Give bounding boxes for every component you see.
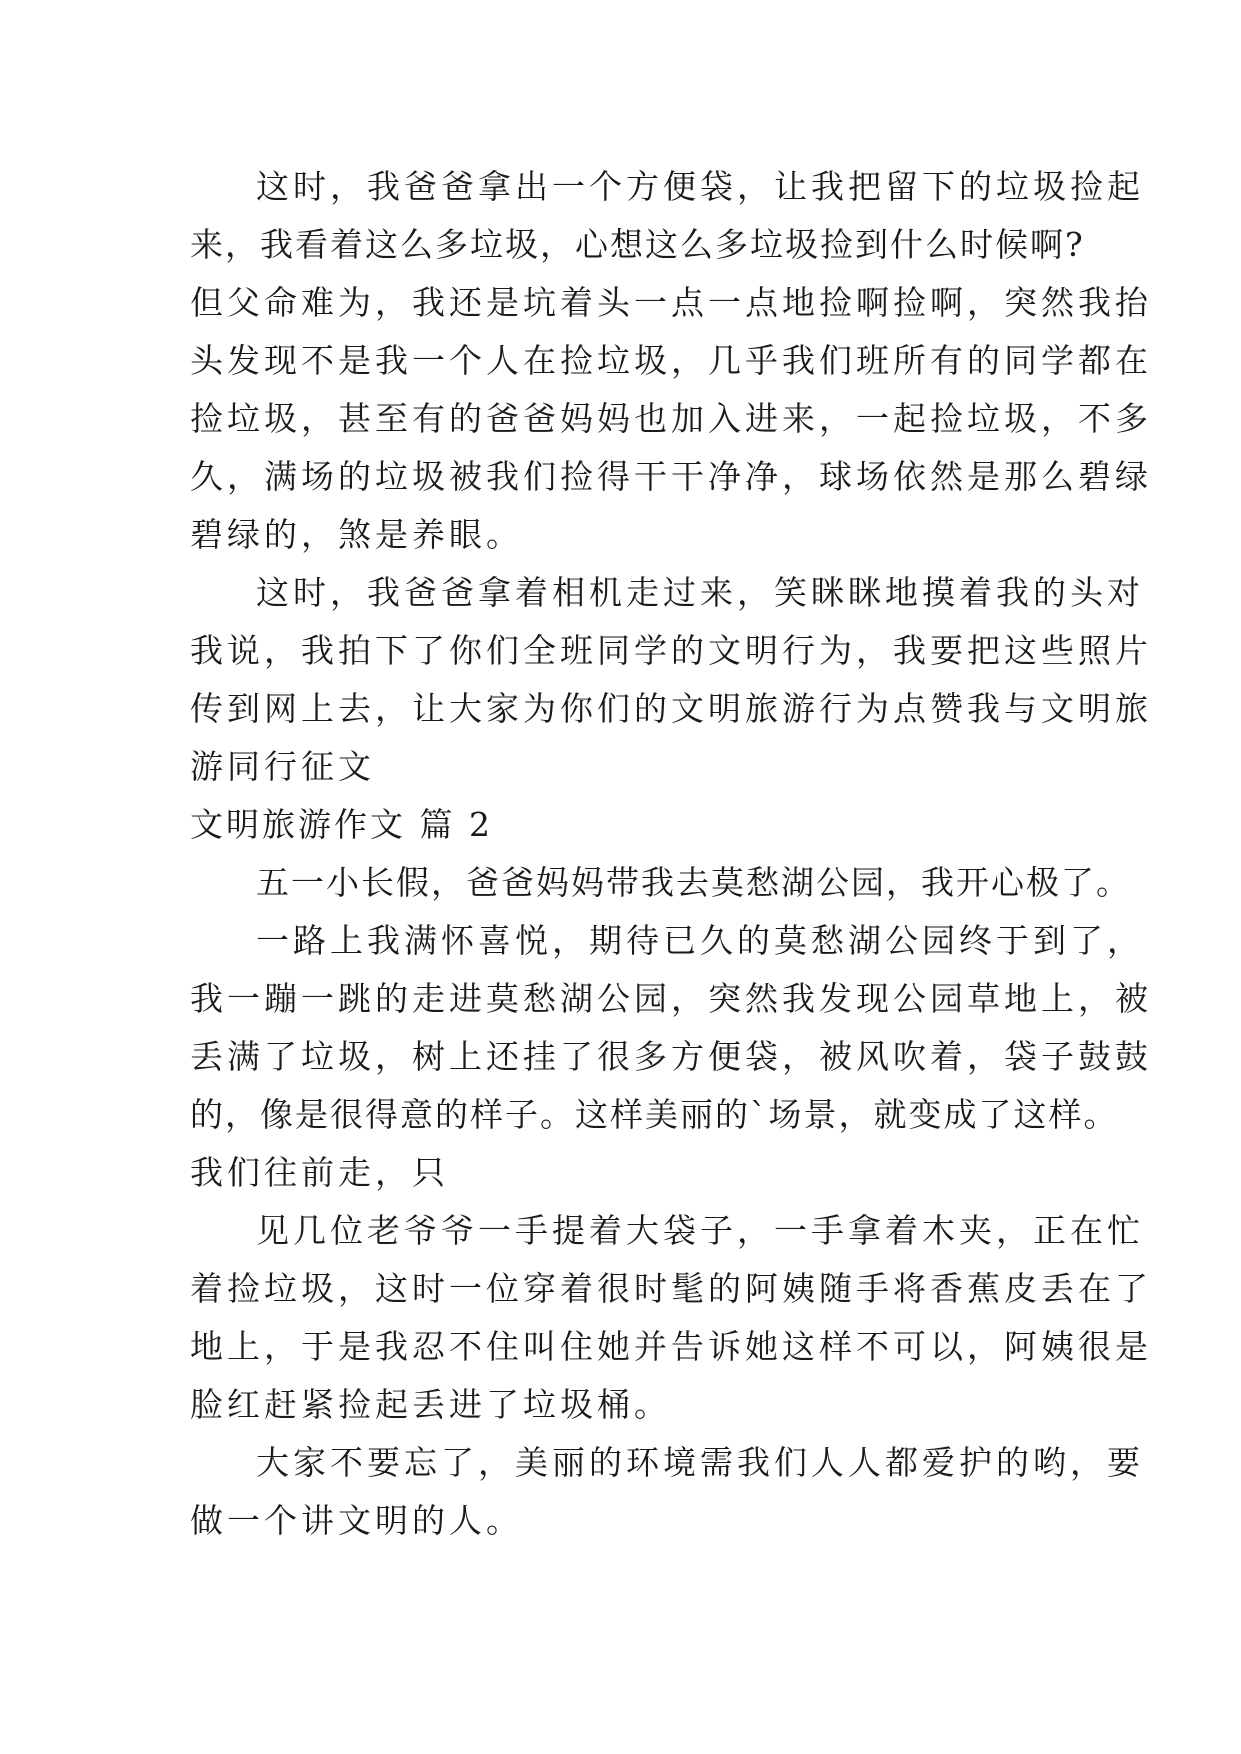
text-line: 见几位老爷爷一手提着大袋子，一手拿着木夹，正在忙 (256, 1211, 1144, 1250)
article-body (190, 158, 1152, 1550)
section-heading: 文明旅游作文 篇 2 (190, 805, 493, 844)
text-line: 这时，我爸爸拿出一个方便袋，让我把留下的垃圾捡起 (256, 167, 1144, 206)
text-line: 大家不要忘了，美丽的环境需我们人人都爱护的哟，要 (256, 1443, 1144, 1482)
text-line: 但父命难为，我还是坑着头一点一点地捡啊捡啊，突然我抬 (190, 283, 1152, 322)
text-line: 地上，于是我忍不住叫住她并告诉她这样不可以，阿姨很是 (190, 1327, 1152, 1366)
text-line: 着捡垃圾，这时一位穿着很时髦的阿姨随手将香蕉皮丢在了 (190, 1269, 1152, 1308)
text-line: 做一个讲文明的人。 (190, 1501, 523, 1540)
paragraph-4 (190, 912, 1152, 1202)
text-line: 来，我看着这么多垃圾，心想这么多垃圾捡到什么时候啊? (190, 225, 1085, 264)
text-line: 五一小长假，爸爸妈妈带我去莫愁湖公园，我开心极了。 (256, 863, 1131, 902)
text-line: 一路上我满怀喜悦，期待已久的莫愁湖公园终于到了， (256, 921, 1144, 960)
paragraph-5 (190, 1202, 1152, 1434)
text-line: 这时，我爸爸拿着相机走过来，笑眯眯地摸着我的头对 (256, 573, 1144, 612)
text-line: 我一蹦一跳的走进莫愁湖公园，突然我发现公园草地上，被 (190, 979, 1152, 1018)
text-line: 游同行征文 (190, 747, 375, 786)
text-line: 的，像是很得意的样子。这样美丽的`场景，就变成了这样。 (190, 1095, 1119, 1134)
text-line: 脸红赶紧捡起丢进了垃圾桶。 (190, 1385, 671, 1424)
text-line: 我们往前走，只 (190, 1153, 449, 1192)
text-line: 头发现不是我一个人在捡垃圾，几乎我们班所有的同学都在 (190, 341, 1152, 380)
paragraph-2 (190, 564, 1152, 796)
text-line: 我说，我拍下了你们全班同学的文明行为，我要把这些照片 (190, 631, 1152, 670)
text-line: 久，满场的垃圾被我们捡得干干净净，球场依然是那么碧绿 (190, 457, 1152, 496)
text-line: 捡垃圾，甚至有的爸爸妈妈也加入进来，一起捡垃圾，不多 (190, 399, 1152, 438)
paragraph-6 (190, 1434, 1144, 1550)
paragraph-3 (190, 854, 1131, 912)
text-line: 碧绿的，煞是养眼。 (190, 515, 523, 554)
text-line: 丢满了垃圾，树上还挂了很多方便袋，被风吹着，袋子鼓鼓 (190, 1037, 1152, 1076)
text-line: 传到网上去，让大家为你们的文明旅游行为点赞我与文明旅 (190, 689, 1152, 728)
paragraph-1 (190, 158, 1152, 564)
